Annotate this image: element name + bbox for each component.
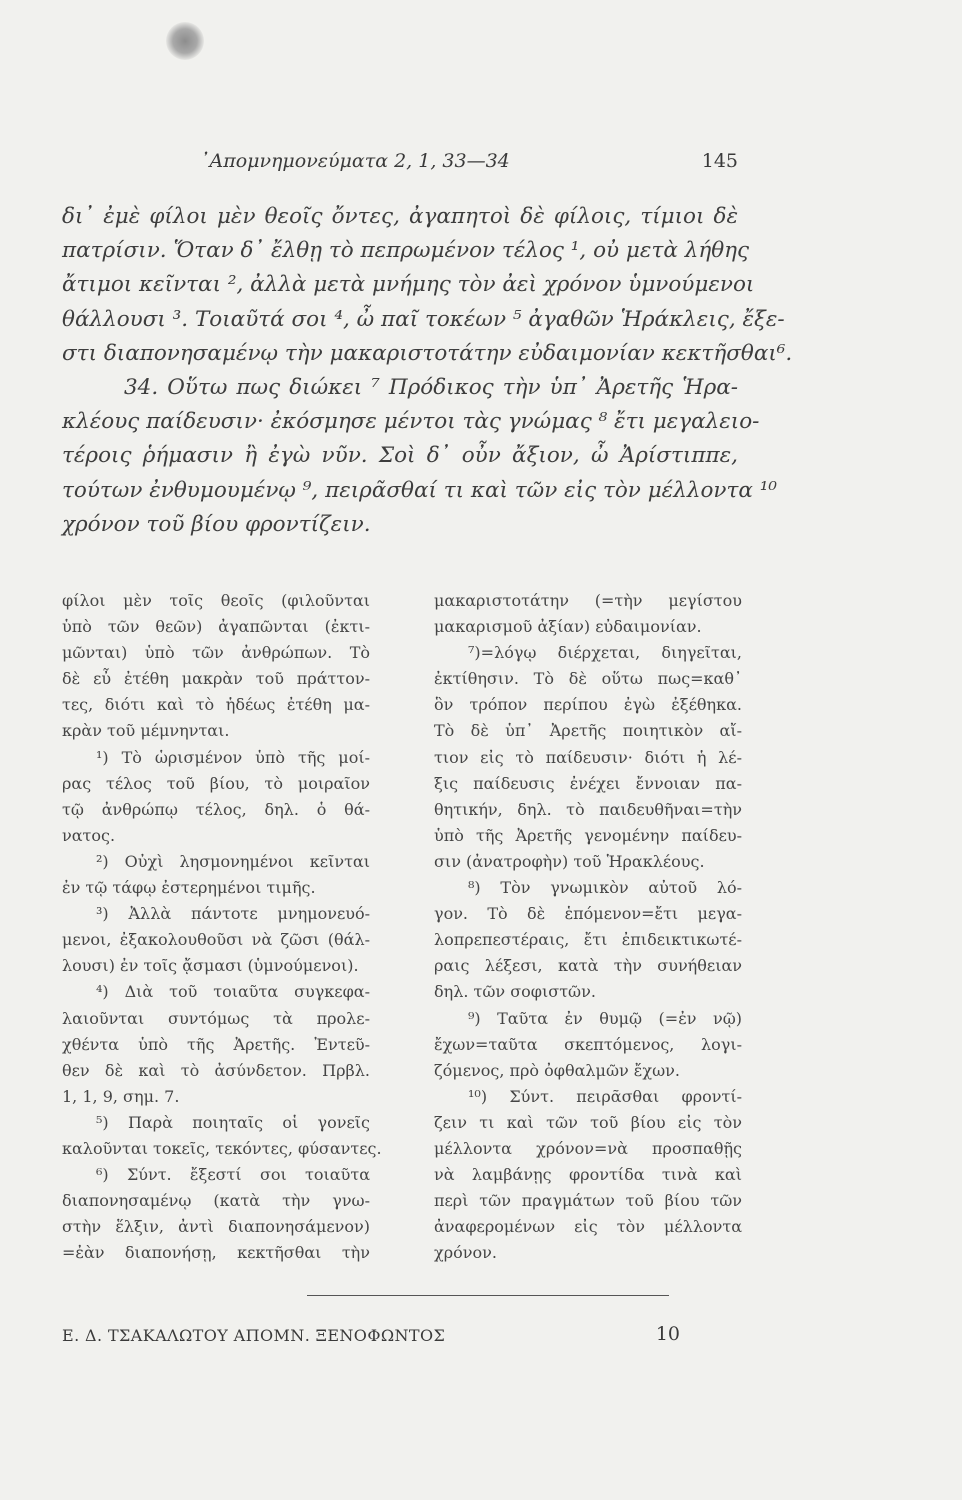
main-line: ἄτιμοι κεῖνται ², ἀλλὰ μετὰ μνήμης τὸν ἀεὶ χρόνον ὑμνούμενοι: [62, 272, 755, 298]
main-line: δι᾿ ἐμὲ φίλοι μὲν θεοῖς ὄντες, ἀγαπητοὶ δὲ φίλοις, τίμιοι δὲ: [62, 204, 738, 229]
main-text: [62, 200, 793, 542]
note-line: ⁴) Διὰ τοῦ τοιαῦτα συγκεφα-: [96, 982, 370, 1002]
note-line: =ἐὰν διαπονήσῃ, κεκτῆσθαι τὴν: [62, 1243, 370, 1263]
note-line: ⁸) Τὸν γνωμικὸν αὐτοῦ λό-: [468, 878, 742, 898]
footnotes-left-column: [62, 588, 382, 1266]
note-line: λουσι) ἐν τοῖς ᾄσμασι (ὑμνούμενοι).: [62, 956, 359, 976]
running-header: [200, 150, 738, 172]
note-line: ὃν τρόπον περίπου ἐγὼ ἐξέθηκα.: [434, 695, 742, 715]
note-line: ⁷)=λόγῳ διέρχεται, διηγεῖται,: [468, 643, 742, 663]
note-line: νὰ λαμβάνῃς φροντίδα τινὰ καὶ: [434, 1165, 742, 1185]
note-line: ρας τέλος τοῦ βίου, τὸ μοιραῖον: [62, 773, 370, 793]
note-line: περὶ τῶν πραγμάτων τοῦ βίου τῶν: [434, 1191, 742, 1211]
note-line: ³) Ἀλλὰ πάντοτε μνημονευό-: [96, 904, 370, 924]
note-line: μακαριστοτάτην (=τὴν μεγίστου: [434, 591, 742, 610]
note-line: ἐκτίθησιν. Τὸ δὲ οὕτω πως=καθ᾿: [434, 669, 742, 689]
note-line: νατος.: [62, 825, 116, 845]
note-line: λοπρεπεστέραις, ἔτι ἐπιδεικτικωτέ-: [434, 930, 742, 950]
note-line: ¹⁰) Σύντ. πειρᾶσθαι φροντί-: [468, 1086, 742, 1106]
main-line: 34. Οὕτω πως διώκει ⁷ Πρόδικος τὴν ὑπ᾿ Ἀρετῆς Ἡρα-: [124, 375, 738, 401]
note-line: Τὸ δὲ ὑπ᾿ Ἀρετῆς ποιητικὸν αἴ-: [434, 721, 742, 741]
main-line: χρόνον τοῦ βίου φροντίζειν.: [62, 511, 371, 537]
footer-text: Ε. Δ. ΤΣΑΚΑΛΩΤΟΥ ΑΠΟΜΝ. ΞΕΝΟΦΩΝΤΟΣ: [62, 1326, 446, 1345]
note-line: μακαρισμοῦ ἀξίαν) εὐδαιμονίαν.: [434, 617, 702, 637]
note-line: καλοῦνται τοκεῖς, τεκόντες, φύσαντες.: [62, 1138, 382, 1158]
footnotes-right-column: [434, 588, 742, 1266]
note-line: μέλλοντα χρόνον=νὰ προσπαθῇς: [434, 1138, 742, 1158]
main-line: τούτων ἐνθυμουμένῳ ⁹, πειρᾶσθαί τι καὶ τῶν εἰς τὸν μέλλοντα ¹⁰: [62, 477, 777, 503]
note-line: τιον εἰς τὸ παίδευσιν· διότι ἡ λέ-: [434, 747, 742, 767]
note-line: φίλοι μὲν τοῖς θεοῖς (φιλοῦνται: [62, 591, 370, 610]
note-line: ὑπὸ τῆς Ἀρετῆς γενομένην παίδευ-: [434, 825, 742, 845]
note-line: ξις παίδευσις ἐνέχει ἔννοιαν πα-: [434, 773, 742, 793]
note-line: στὴν ἕλξιν, ἀντὶ διαπονησάμενον): [62, 1217, 370, 1237]
note-line: κρὰν τοῦ μέμνηνται.: [62, 721, 230, 741]
note-line: ὑπὸ τῶν θεῶν) ἀγαπῶνται (ἐκτι-: [62, 617, 370, 637]
note-line: ραις λέξεσι, κατὰ τὴν συνήθειαν: [434, 956, 742, 976]
ink-spot: [166, 22, 204, 60]
main-line: πατρίσιν. Ὅταν δ᾿ ἔλθῃ τὸ πεπρωμένον τέλος ¹, οὐ μετὰ λήθης: [62, 238, 750, 264]
note-line: διαπονησαμένῳ (κατὰ τὴν γνω-: [62, 1191, 370, 1211]
note-line: χθέντα ὑπὸ τῆς Ἀρετῆς. Ἐντεῦ-: [62, 1034, 370, 1054]
main-line: κλέους παίδευσιν· ἐκόσμησε μέντοι τὰς γνώμας ⁸ ἔτι μεγαλειο-: [62, 409, 760, 435]
note-line: ἀναφερομένων εἰς τὸν μέλλοντα: [434, 1217, 742, 1237]
main-line: θάλλουσι ³. Τοιαῦτά σοι ⁴, ὦ παῖ τοκέων ⁵ ἀγαθῶν Ἡράκλεις, ἔξε-: [62, 306, 785, 332]
note-line: ¹) Τὸ ὡρισμένον ὑπὸ τῆς μοί-: [96, 747, 370, 767]
note-line: τες, διότι καὶ τὸ ἡδέως ἐτέθη μα-: [62, 695, 370, 715]
note-line: θητικήν, δηλ. τὸ παιδευθῆναι=τὴν: [434, 799, 742, 819]
note-line: ²) Οὐχὶ λησμονημένοι κεῖνται: [96, 851, 370, 871]
main-line: στι διαπονησαμένῳ τὴν μακαριστοτάτην εὐδαιμονίαν κεκτῆσθαι⁶.: [62, 340, 793, 366]
note-line: ⁶) Σύντ. ἔξεστί σοι τοιαῦτα: [96, 1165, 370, 1185]
note-line: τῷ ἀνθρώπῳ τέλος, δηλ. ὁ θά-: [62, 799, 370, 819]
note-line: χρόνον.: [434, 1243, 497, 1263]
main-line: τέροις ῥήμασιν ἢ ἐγὼ νῦν. Σοὶ δ᾿ οὖν ἄξιον, ὦ Ἀρίστιππε,: [62, 443, 738, 469]
note-line: θεν δὲ καὶ τὸ ἀσύνδετον. Πρβλ.: [62, 1060, 370, 1080]
note-line: γον. Τὸ δὲ ἑπόμενον=ἔτι μεγα-: [434, 904, 742, 924]
note-line: μῶνται) ὑπὸ τῶν ἀνθρώπων. Τὸ: [62, 643, 370, 663]
note-line: μενοι, ἐξακολουθοῦσι νὰ ζῶσι (θάλ-: [62, 930, 370, 950]
note-line: δηλ. τῶν σοφιστῶν.: [434, 982, 596, 1002]
note-line: ἔχων=ταῦτα σκεπτόμενος, λογι-: [434, 1034, 742, 1054]
note-line: ζειν τι καὶ τῶν τοῦ βίου εἰς τὸν: [434, 1112, 742, 1132]
note-line: ⁹) Ταῦτα ἐν θυμῷ (=ἐν νῷ): [468, 1008, 742, 1028]
page-number: 145: [701, 150, 738, 172]
note-line: ⁵) Παρὰ ποιηταῖς οἱ γονεῖς: [96, 1112, 370, 1132]
note-line: ἐν τῷ τάφῳ ἐστερημένοι τιμῆς.: [62, 878, 316, 898]
note-line: ζόμενος, πρὸ ὀφθαλμῶν ἔχων.: [434, 1060, 680, 1080]
footer: [62, 1323, 738, 1345]
note-line: σιν (ἀνατροφὴν) τοῦ Ἡρακλέους.: [434, 851, 705, 871]
note-line: δὲ εὖ ἐτέθη μακρὰν τοῦ πράττον-: [62, 669, 370, 689]
note-line: 1, 1, 9, σημ. 7.: [62, 1086, 180, 1106]
footer-rule: [307, 1295, 669, 1296]
note-line: λαιοῦνται συντόμως τὰ προλε-: [62, 1008, 370, 1028]
signature-number: 10: [655, 1323, 680, 1345]
header-title: ᾿Απομνημονεύματα 2, 1, 33—34: [200, 150, 510, 172]
